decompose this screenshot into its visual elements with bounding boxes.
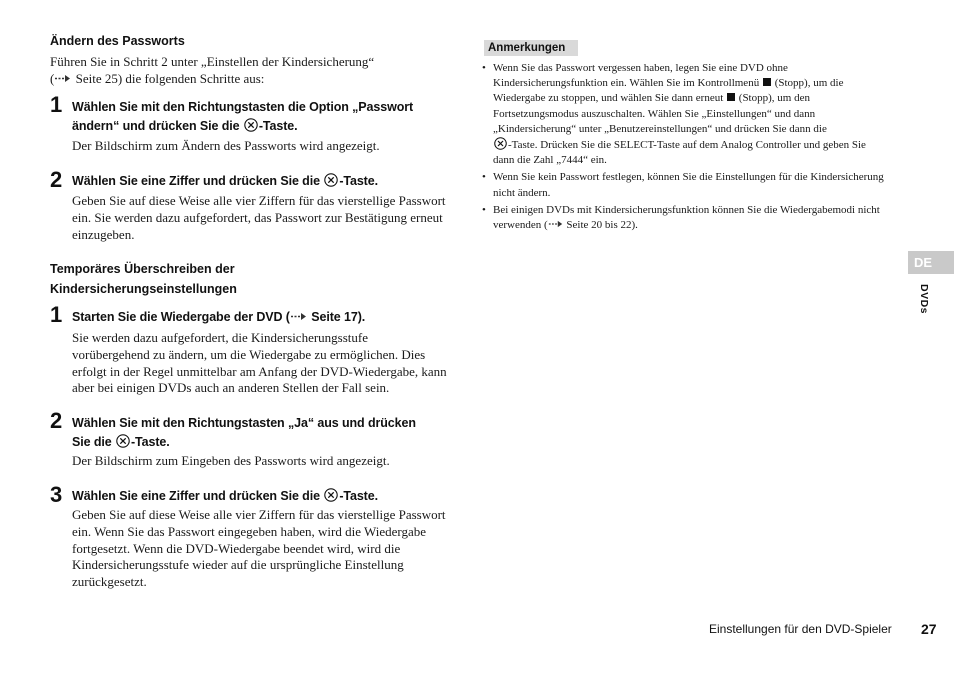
intro-paren: ( — [50, 71, 55, 86]
stop-square-icon — [727, 93, 735, 101]
reference-arrow-icon — [54, 74, 72, 83]
section-side-label: DVDs — [918, 284, 930, 315]
cross-button-icon — [494, 137, 507, 150]
notes-label: Anmerkungen — [484, 40, 578, 56]
bullet: • — [482, 62, 486, 74]
step-title-text: Sie die — [72, 435, 115, 449]
note-item-playback-modes — [482, 203, 887, 233]
step-title-suffix: -Taste. — [258, 119, 298, 133]
note-text: -Taste. Drücken Sie die SELECT-Taste auf dem Analog Controller und geben Sie dann die Zahl „7444“ ein. — [493, 139, 866, 167]
note-text: Bei einigen DVDs mit Kindersicherungsfunktion können Sie die Wiedergabemodi nicht verwenden ( — [493, 203, 880, 232]
notes-list — [482, 61, 887, 235]
reference-arrow-icon — [290, 312, 308, 321]
step-number: 3 — [50, 482, 63, 507]
cross-button-icon — [244, 118, 258, 132]
step-title-suffix: -Taste. — [339, 174, 378, 188]
note-text: (Stopp), um die Wiedergabe zu stoppen, und wählen Sie dann erneut — [493, 77, 844, 105]
note-item-no-password — [482, 170, 887, 200]
step-body: Der Bildschirm zum Eingeben des Passworts wird angezeigt. — [72, 453, 390, 468]
step-number: 1 — [50, 302, 63, 327]
cross-button-icon — [116, 434, 130, 448]
step-body: Der Bildschirm zum Ändern des Passworts wird angezeigt. — [72, 138, 380, 153]
bullet: • — [482, 171, 486, 184]
section-heading-change-password: Ändern des Passworts — [50, 34, 185, 48]
note-text: Seite 20 bis 22). — [563, 219, 638, 232]
step-title-text: Starten Sie die Wiedergabe der DVD ( — [72, 310, 290, 324]
cross-button-icon — [324, 173, 338, 187]
intro-line-2 — [50, 70, 450, 87]
step-title — [72, 414, 452, 452]
step-title — [72, 308, 452, 327]
step-title-text: Wählen Sie eine Ziffer und drücken Sie die — [72, 489, 324, 503]
page-number: 27 — [921, 621, 937, 637]
language-tab: DE — [908, 251, 954, 274]
intro-page-ref: Seite 25) die folgenden Schritte aus: — [72, 71, 265, 86]
cross-button-icon — [324, 488, 338, 502]
section-heading-override-parental — [50, 259, 237, 299]
step-number: 2 — [50, 408, 63, 433]
note-text: Wenn Sie das Passwort vergessen haben, legen Sie eine DVD ohne Kindersicherungsfunktion ein. Wählen Sie im Kontrollmenü — [493, 62, 788, 90]
footer-chapter-title: Einstellungen für den DVD-Spieler — [709, 622, 892, 636]
section-intro — [50, 53, 450, 87]
step-title-line-1: Wählen Sie mit den Richtungstasten „Ja“ aus und drücken — [72, 416, 416, 430]
step-title-text: ändern“ und drücken Sie die — [72, 119, 243, 133]
stop-square-icon — [763, 78, 771, 86]
note-text: Wenn Sie kein Passwort festlegen, können Sie die Einstellungen für die Kindersicherung nicht ändern. — [493, 171, 884, 199]
step-title — [72, 172, 452, 191]
heading-line-2: Kindersicherungseinstellungen — [50, 282, 237, 296]
step-title-suffix: -Taste. — [339, 489, 378, 503]
step-title — [72, 98, 452, 136]
step-title-line-1: Wählen Sie mit den Richtungstasten die Option „Passwort — [72, 100, 414, 114]
step-title-suffix: -Taste. — [130, 435, 170, 449]
step-title-line-2 — [72, 117, 452, 136]
step-number: 1 — [50, 92, 63, 117]
step-number: 2 — [50, 167, 63, 192]
intro-line-1: Führen Sie in Schritt 2 unter „Einstellen der Kindersicherung“ — [50, 54, 375, 69]
step-title-text: Wählen Sie eine Ziffer und drücken Sie die — [72, 174, 324, 188]
step-body: Geben Sie auf diese Weise alle vier Ziffern für das vierstellige Passwort ein. Sie werden dazu aufgefordert, das Passwort zur Bestätigung erneut einzugeben. — [72, 193, 446, 242]
reference-arrow-icon — [548, 220, 564, 228]
note-item-forgot-password — [482, 61, 887, 168]
heading-line-1: Temporäres Überschreiben der — [50, 262, 235, 276]
step-body: Geben Sie auf diese Weise alle vier Ziffern für das vierstellige Passwort ein. Wenn Sie das Passwort eingegeben haben, wird die Wiedergabe fortgesetzt. Wenn die DVD-Wiedergabe beendet wird, wird die Kindersicherungsstufe wieder auf die ursprüngliche Einstellung zurückgesetzt. — [72, 507, 446, 590]
step-title-line-2 — [72, 433, 452, 452]
step-title — [72, 487, 452, 506]
step-title-suffix: Seite 17). — [307, 310, 366, 324]
bullet: • — [482, 203, 486, 216]
step-body: Sie werden dazu aufgefordert, die Kindersicherungsstufe vorübergehend zu ändern, um die Wiedergabe zu ermöglichen. Dies erfolgt in der Regel unmittelbar am Anfang der DVD-Wiedergabe, kann aber bei einigen DVDs auch an anderen Stellen der Fall sein. — [72, 330, 447, 396]
note-text: (Stopp), um den Fortsetzungsmodus auszuschalten. Wählen Sie „Einstellungen“ und dann „Kindersicherung“ unter „Benutzereinstellungen“ und drücken Sie dann die — [493, 92, 827, 135]
